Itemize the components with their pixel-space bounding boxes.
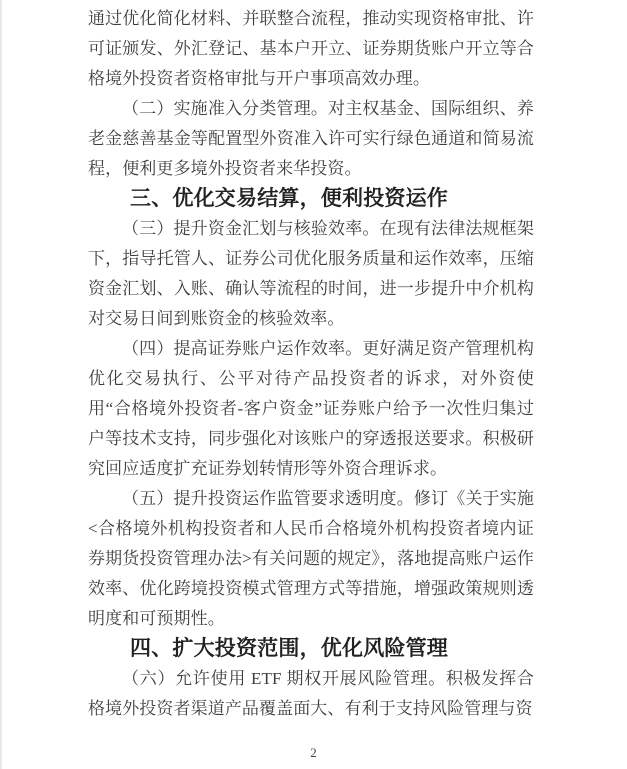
page-number: 2 xyxy=(310,745,317,760)
page-edge-shadow xyxy=(0,0,2,769)
paragraph-item-2: （二）实施准入分类管理。对主权基金、国际组织、养老金慈善基金等配置型外资准入许可实行绿色通道和简易流程，便利更多境外投资者来华投资。 xyxy=(88,99,534,178)
paragraph-item-3: （三）提升资金汇划与核验效率。在现有法律法规框架下，指导托管人、证券公司优化服务质量和运作效率，压缩资金汇划、入账、确认等流程的时间，进一步提升中介机构对交易日间到账资金的核验效率。 xyxy=(88,219,534,328)
section-heading-4: 四、扩大投资范围，优化风险管理 xyxy=(130,637,448,660)
paragraph-continuation: 通过优化简化材料、并联整合流程，推动实现资格审批、许可证颁发、外汇登记、基本户开立、证券期货账户开立等合格境外投资者资格审批与开户事项高效办理。 xyxy=(88,9,534,88)
document-content xyxy=(88,4,534,724)
paragraph-item-4: （四）提高证券账户运作效率。更好满足资产管理机构优化交易执行、公平对待产品投资者的诉求，对外资使用“合格境外投资者-客户资金”证券账户给予一次性归集过户等技术支持，同步强化对该账户的穿透报送要求。积极研究回应适度扩充证券划转情形等外资合理诉求。 xyxy=(88,339,534,478)
section-heading-3: 三、优化交易结算，便利投资运作 xyxy=(130,187,448,210)
paragraph-item-6: （六）允许使用 ETF 期权开展风险管理。积极发挥合格境外投资者渠道产品覆盖面大、有利于支持风险管理与资 xyxy=(88,669,534,718)
paragraph-item-5: （五）提升投资运作监管要求透明度。修订《关于实施<合格境外机构投资者和人民币合格境外机构投资者境内证券期货投资管理办法>有关问题的规定》，落地提高账户运作效率、优化跨境投资模式管理方式等措施，增强政策规则透明度和可预期性。 xyxy=(88,489,534,628)
